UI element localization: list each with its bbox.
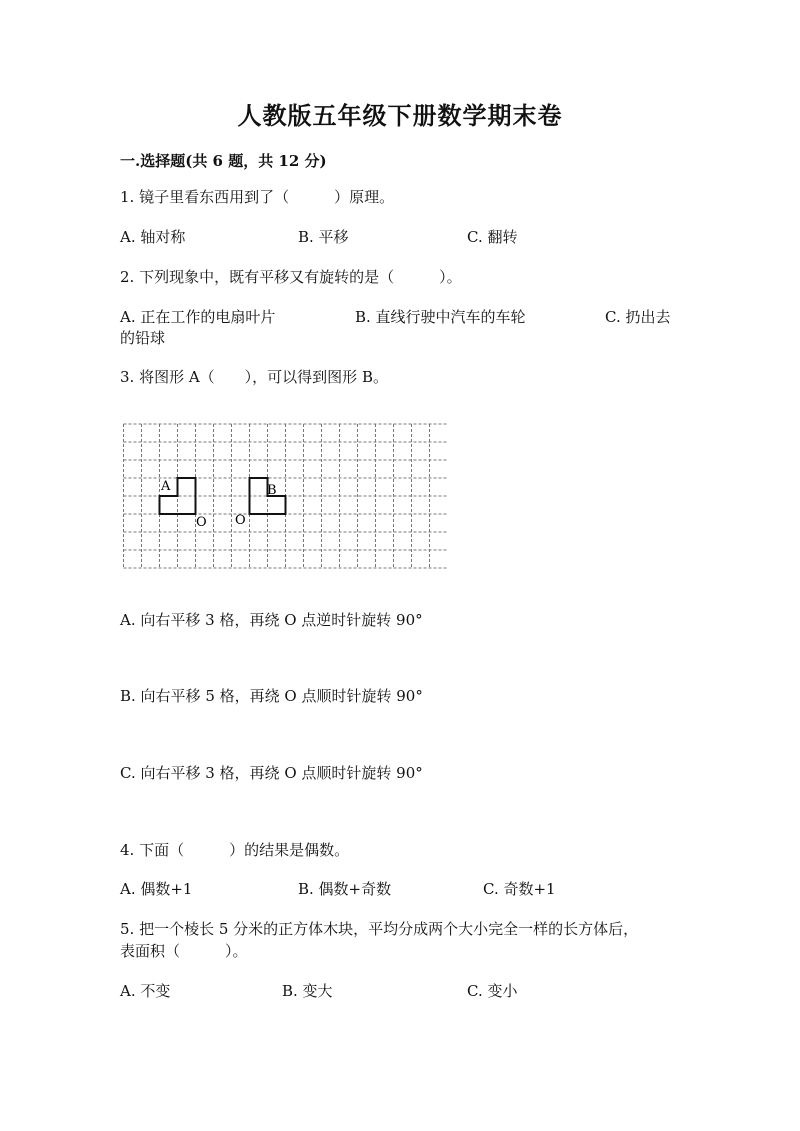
- question-5-line-2: 表面积（ ）。: [120, 942, 248, 960]
- q3-option-c: C. 向右平移 3 格，再绕 O 点顺时针旋转 90°: [120, 764, 423, 782]
- grid-figure-svg: [121, 420, 447, 570]
- q4-option-a: A. 偶数+1: [120, 880, 193, 898]
- q3-option-a: A. 向右平移 3 格，再绕 O 点逆时针旋转 90°: [120, 611, 423, 629]
- q3-option-b: B. 向右平移 5 格，再绕 O 点顺时针旋转 90°: [120, 687, 423, 705]
- q5-option-a: A. 不变: [120, 982, 171, 1000]
- q2-option-b: B. 直线行驶中汽车的车轮: [355, 308, 526, 326]
- page-title: 人教版五年级下册数学期末卷: [237, 101, 563, 130]
- label-a: A: [161, 479, 171, 494]
- q2-option-c-continued: 的铅球: [120, 329, 166, 347]
- q1-option-c: C. 翻转: [467, 228, 518, 246]
- section-heading: 一.选择题(共 6 题，共 12 分): [120, 152, 327, 170]
- question-1: 1. 镜子里看东西用到了（ ）原理。: [120, 188, 395, 206]
- q1-option-a: A. 轴对称: [120, 228, 186, 246]
- grid-figure: [121, 420, 447, 574]
- question-3: 3. 将图形 A（ ），可以得到图形 B。: [120, 368, 388, 386]
- label-b: B: [267, 483, 277, 498]
- question-4: 4. 下面（ ）的结果是偶数。: [120, 841, 350, 859]
- q5-option-b: B. 变大: [282, 982, 333, 1000]
- label-o-1: O: [196, 515, 207, 530]
- q2-option-c: C. 扔出去: [605, 308, 671, 326]
- q2-option-a: A. 正在工作的电扇叶片: [120, 308, 276, 326]
- q5-option-c: C. 变小: [467, 982, 518, 1000]
- q1-option-b: B. 平移: [298, 228, 349, 246]
- label-o-2: O: [235, 513, 246, 528]
- question-5-line-1: 5. 把一个棱长 5 分米的正方体木块，平均分成两个大小完全一样的长方体后，: [120, 920, 639, 938]
- q4-option-c: C. 奇数+1: [483, 880, 556, 898]
- question-2: 2. 下列现象中，既有平移又有旋转的是（ ）。: [120, 268, 462, 286]
- q4-option-b: B. 偶数+奇数: [298, 880, 392, 898]
